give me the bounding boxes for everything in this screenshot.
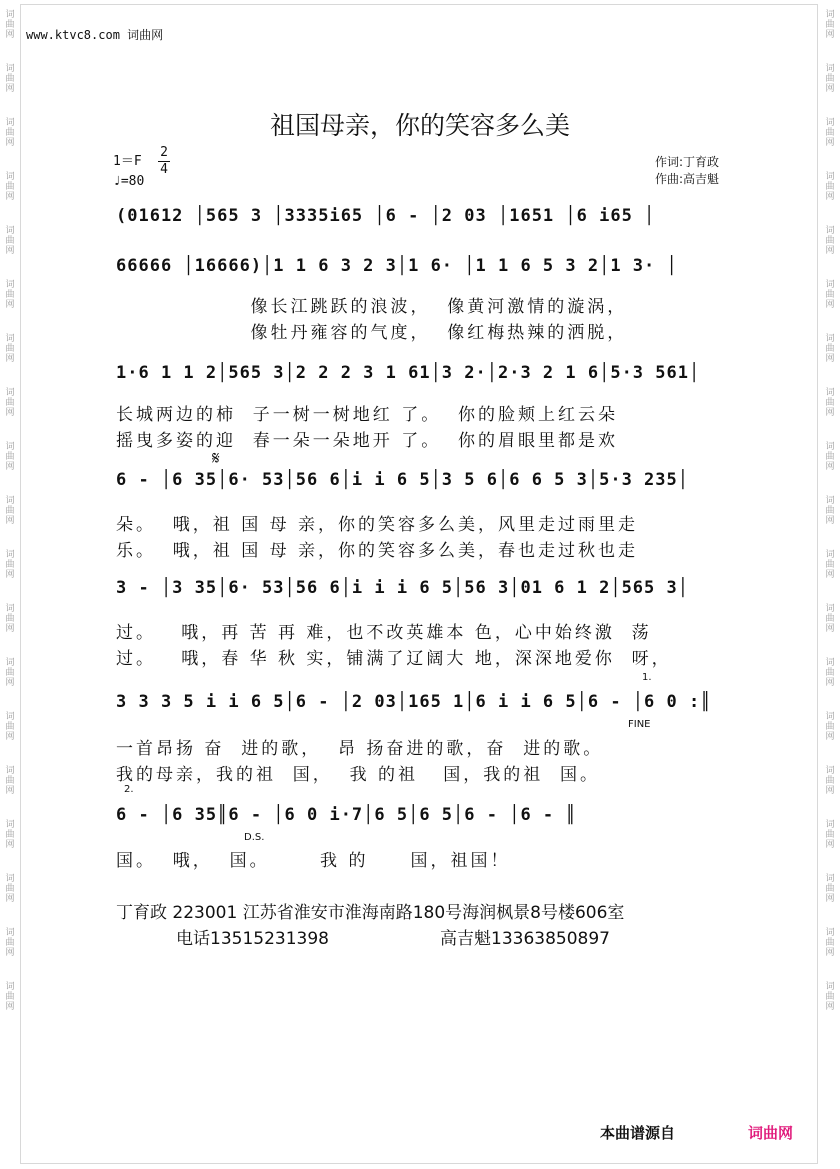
watermark-mark: 词 曲 网 (825, 280, 835, 310)
contact-address: 丁育政 223001 江苏省淮安市淮海南路180号海润枫景8号楼606室 (116, 903, 625, 923)
watermark-mark: 词 曲 网 (825, 172, 835, 202)
segno-sign: 𝄋 (212, 448, 220, 469)
lyric-line-7: 国。 哦， 国。 我 的 国，祖国！ (116, 851, 511, 871)
watermark-mark: 词 曲 网 (825, 64, 835, 94)
meter-top: 2 (160, 145, 168, 160)
watermark-mark: 词 曲 网 (5, 280, 15, 310)
volta-1-label: 1. (642, 672, 652, 683)
source-brand-link[interactable]: 词曲网 (748, 1124, 794, 1142)
watermark-mark: 词 曲 网 (5, 334, 15, 364)
watermark-mark: 词 曲 网 (825, 118, 835, 148)
fine-marker: FINE (628, 719, 651, 730)
notation-line-3: 1·6 1 1 2│565 3│2 2 2 3 1 61│3 2·│2·3 2 1 6│5·3 561│ (116, 363, 701, 383)
lyric-line-3a: 长城两边的柿 子一树一树地红 了。 你的脸颊上红云朵 (116, 405, 619, 425)
watermark-mark: 词 曲 网 (825, 604, 835, 634)
time-signature (157, 145, 171, 178)
watermark-mark: 词 曲 网 (825, 10, 835, 40)
contact-phone-composer: 高吉魁13363850897 (440, 929, 610, 949)
watermark-mark: 词 曲 网 (825, 928, 835, 958)
lyric-line-6b: 我的母亲，我的祖 国， 我 的祖 国，我的祖 国。 (116, 765, 601, 785)
watermark-mark: 词 曲 网 (825, 334, 835, 364)
lyric-line-3b: 摇曳多姿的迎 春一朵一朵地开 了。 你的眉眼里都是欢 (116, 431, 619, 451)
volta-2-label: 2. (124, 784, 134, 795)
left-watermark-strip (2, 0, 18, 1169)
quarter-note-icon: ♩ (113, 174, 121, 189)
watermark-mark: 词 曲 网 (825, 496, 835, 526)
watermark-mark: 词 曲 网 (5, 226, 15, 256)
watermark-mark: 词 曲 网 (5, 10, 15, 40)
meter-bottom: 4 (160, 162, 168, 177)
watermark-mark: 词 曲 网 (825, 766, 835, 796)
notation-line-2: 66666 │16666)│1 1 6 3 2 3│1 6· │1 1 6 5 3 2│1 3· │ (116, 256, 678, 276)
tempo-value: =80 (120, 174, 145, 189)
watermark-mark: 词 曲 网 (5, 118, 15, 148)
watermark-mark: 词 曲 网 (5, 712, 15, 742)
watermark-mark: 词 曲 网 (5, 766, 15, 796)
watermark-mark: 词 曲 网 (5, 172, 15, 202)
site-url[interactable]: www.ktvc8.com 词曲网 (26, 28, 164, 42)
watermark-mark: 词 曲 网 (5, 874, 15, 904)
lyric-line-4b: 乐。 哦，祖 国 母 亲，你的笑容多么美，春也走过秋也走 (116, 541, 639, 561)
lyric-line-2b: 像牡丹雍容的气度， 像红梅热辣的洒脱， (116, 323, 628, 343)
lyric-line-4a: 朵。 哦，祖 国 母 亲，你的笑容多么美，风里走过雨里走 (116, 515, 639, 535)
watermark-mark: 词 曲 网 (5, 982, 15, 1012)
watermark-mark: 词 曲 网 (5, 496, 15, 526)
notation-line-1: (01612 │565 3 │3335i65 │6 - │2 03 │1651 │6 i65 │ (116, 206, 656, 226)
lyric-line-2a: 像长江跳跃的浪波， 像黄河激情的漩涡， (116, 297, 628, 317)
watermark-mark: 词 曲 网 (825, 658, 835, 688)
notation-line-6: 3 3 3 5 i i 6 5│6 - │2 03│165 1│6 i i 6 5│6 - │6 0 :║ (116, 692, 712, 712)
watermark-mark: 词 曲 网 (5, 658, 15, 688)
lyric-line-5a: 过。 哦，再 苦 再 难，也不改英雄本 色，心中始终激 荡 (116, 623, 652, 643)
watermark-mark: 词 曲 网 (825, 712, 835, 742)
watermark-mark: 词 曲 网 (5, 442, 15, 472)
watermark-mark: 词 曲 网 (825, 388, 835, 418)
tempo-marking (113, 174, 144, 189)
watermark-mark: 词 曲 网 (5, 928, 15, 958)
watermark-mark: 词 曲 网 (5, 604, 15, 634)
lyric-line-6a: 一首昂扬 奋 进的歌， 昂 扬奋进的歌，奋 进的歌。 (116, 739, 604, 759)
notation-line-7: 6 - │6 35║6 - │6 0 i·7│6 5│6 5│6 - │6 - ║ (116, 805, 577, 825)
watermark-mark: 词 曲 网 (5, 388, 15, 418)
right-watermark-strip (822, 0, 838, 1169)
key-signature: 1＝F (113, 154, 142, 169)
composer-credit: 作曲:高吉魁 (655, 172, 720, 186)
watermark-mark: 词 曲 网 (825, 550, 835, 580)
watermark-mark: 词 曲 网 (5, 550, 15, 580)
watermark-mark: 词 曲 网 (825, 874, 835, 904)
watermark-mark: 词 曲 网 (825, 442, 835, 472)
song-title: 祖国母亲，你的笑容多么美 (269, 111, 570, 140)
watermark-mark: 词 曲 网 (5, 64, 15, 94)
lyricist-credit: 作词:丁育政 (655, 155, 720, 169)
ds-marker: D.S. (244, 832, 265, 843)
lyric-line-5b: 过。 哦，春 华 秋 实，铺满了辽阔大 地，深深地爱你 呀， (116, 649, 672, 669)
source-label: 本曲谱源自 (600, 1124, 676, 1142)
watermark-mark: 词 曲 网 (825, 982, 835, 1012)
notation-line-4: 6 - │6 35│6· 53│56 6│i i 6 5│3 5 6│6 6 5 3│5·3 235│ (116, 470, 689, 490)
notation-line-5: 3 - │3 35│6· 53│56 6│i i i 6 5│56 3│01 6 1 2│565 3│ (116, 578, 689, 598)
contact-phone-lyricist: 电话13515231398 (176, 929, 329, 949)
watermark-mark: 词 曲 网 (5, 820, 15, 850)
watermark-mark: 词 曲 网 (825, 226, 835, 256)
watermark-mark: 词 曲 网 (825, 820, 835, 850)
